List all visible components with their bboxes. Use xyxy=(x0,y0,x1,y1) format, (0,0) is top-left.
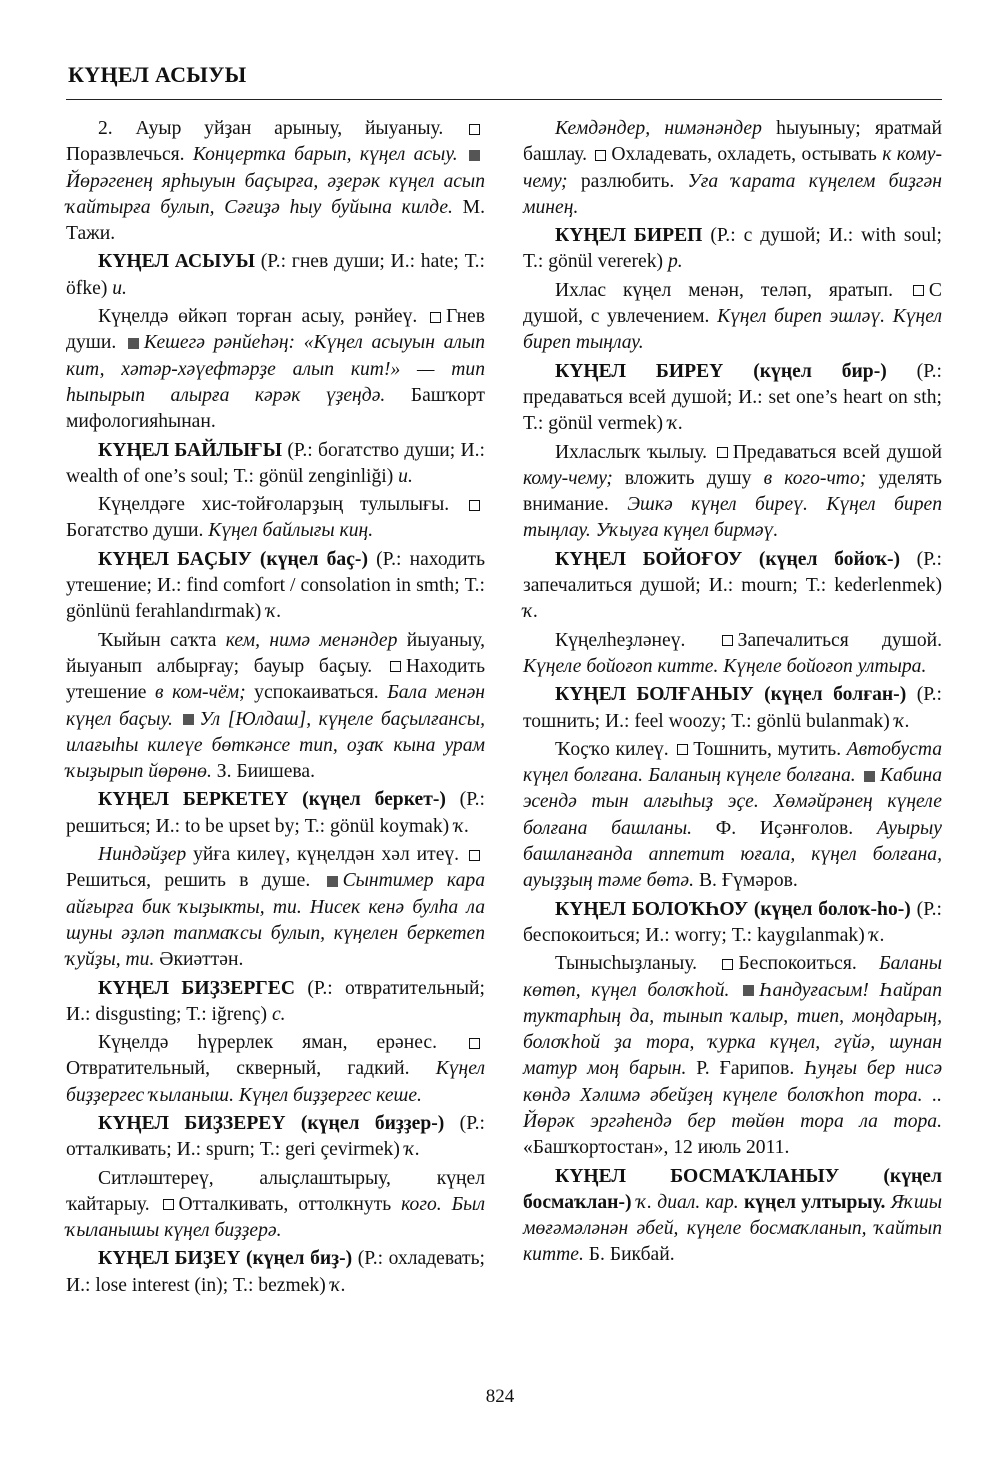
entry: КҮҢЕЛ БЕРКЕТЕҮ (күңел беркет-) (Р.: решиться; И.: to be upset by; Т.: gönül koymak) ҡ. xyxy=(66,789,485,837)
headword: КҮҢЕЛ БОЙОҒОУ (күңел бойоҡ-) xyxy=(555,548,900,570)
russian-square-icon xyxy=(722,635,733,646)
headword: КҮҢЕЛ БАҪЫУ (күңел баҫ-) xyxy=(98,548,368,570)
definition: Ниндәйҙер уйға килеү, күңелдән хәл итеү. Решиться, решить в душе. Сынтимер кара айғырға бик ҡыҙыкты, ти. Нисек кенә булһа ла шуны әҙләп тапмаҡсы булып, күңелен беркетеп ҡуйҙы, ти. Әкиәттән. xyxy=(66,844,485,971)
definition: Кемдәндер, нимәнәндер һыуыныу; яратмай башлау. Охладевать, охладеть, остывать к кому-чему; разлюбить. Уға ҡарата күңелем биҙгән минең. xyxy=(523,118,942,218)
russian-square-icon xyxy=(913,285,924,296)
headword: КҮҢЕЛ БИҘЗЕРЕҮ (күңел биҙҙер-) xyxy=(98,1112,445,1134)
entry: КҮҢЕЛ БАЙЛЫҒЫ (Р.: богатство души; И.: wealth of one’s soul; Т.: gönül zenginliği) и. xyxy=(66,439,485,487)
headword: КҮҢЕЛ БОЛҒАНЫУ (күңел болған-) xyxy=(555,684,907,706)
definition: Ихлас күңел менән, теләп, яратып. С душой, с увлечением. Күңел биреп эшләү. Күңел биреп тыңлау. xyxy=(523,279,942,354)
russian-square-icon xyxy=(717,447,728,458)
headword: КҮҢЕЛ БИҘЗЕРГЕС xyxy=(98,977,295,999)
citation-square-icon xyxy=(128,338,139,349)
headword: КҮҢЕЛ БИРЕҮ (күңел бир-) xyxy=(555,360,887,382)
definition: Ихласлыҡ ҡылыу. Предаваться всей душой кому-чему; вложить душу в кого-что; уделять внимание. Эшкә күңел биреү. Күңел биреп тыңлау. Уҡыуға күңел бирмәү. xyxy=(523,441,942,542)
headword: КҮҢЕЛ БОСМАҠЛАНЫУ (күңел босмаҡлан-) xyxy=(523,1165,942,1213)
citation-square-icon xyxy=(469,150,480,161)
entry: КҮҢЕЛ БИҘЗЕРГЕС (Р.: отвратительный; И.: disgusting; Т.: iğrenç) с. xyxy=(66,977,485,1025)
columns xyxy=(66,116,942,1301)
page-number: 824 xyxy=(485,1386,515,1407)
entry: КҮҢЕЛ БАҪЫУ (күңел баҫ-) (Р.: находить утешение; И.: find comfort / consolation in smth; Т.: gönlünü ferahlandırmak) ҡ. xyxy=(66,548,486,623)
cross-reference: күңел ултырыу. xyxy=(743,1191,886,1213)
russian-square-icon xyxy=(163,1199,174,1210)
headword: КҮҢЕЛ БЕРКЕТЕҮ (күңел беркет-) xyxy=(98,789,446,811)
russian-square-icon xyxy=(677,744,688,755)
definition: Күңелдә һүрерлек яман, ерәнес. Отвратительный, скверный, гадкий. Күңел биҙҙергес ҡыланыш. Күңел биҙҙергес кеше. xyxy=(66,1032,485,1106)
entry: КҮҢЕЛ БОЛОҠҺОУ (күңел болоҡ-ho-) (Р.: беспокоиться; И.: worry; Т.: kaygılanmak) ҡ. xyxy=(523,898,942,946)
entry: КҮҢЕЛ БИРЕП (Р.: с душой; И.: with soul; Т.: gönül vererek) р. xyxy=(523,225,942,273)
definition: Күңелдә өйкәп торған асыу, рәнйеү. Гнев души. Кешегә рәнйеһәң: «Күңел асыуын алып кит, хәтәр-хәүефтәрҙе алып кит!» — тип һыпырып алырға кәрәк үҙеңдә. Башҡорт мифологияһынан. xyxy=(66,306,485,433)
russian-square-icon xyxy=(469,1038,480,1049)
left-column xyxy=(66,116,485,1301)
running-head: КҮҢЕЛ АСЫУЫ xyxy=(68,62,247,87)
right-column xyxy=(523,116,942,1301)
russian-square-icon xyxy=(722,959,733,970)
definition: Тынысһыҙланыу. Беспокоиться. Баланы көтөп, күңел болоҡһой. Һандуғасым! Һайрап туктарһың да, тынып ҡалыр, тиеп, моңдарың, болоҡһой ҙа тора, ҡурка күңел, гүйә, шунан матур моң барын. Р. Ғарипов. Һуңғы бер нисә көндә Хәлимә әбейҙең күңеле болоҡһоп тора. .. Йөрәк эргәһендә бер төйөн тора ла тора. «Башҡортостан», 12 июль 2011. xyxy=(523,953,943,1159)
russian-square-icon xyxy=(469,124,480,135)
citation-square-icon xyxy=(864,771,875,782)
definition: Күңелдәге хис-тойғоларҙың тулылығы. Богатство души. Күңел байлығы киң. xyxy=(66,492,485,545)
headword: КҮҢЕЛ АСЫУЫ xyxy=(98,251,255,273)
citation-square-icon xyxy=(743,985,754,996)
entry: КҮҢЕЛ БОСМАҠЛАНЫУ (күңел босмаҡлан-) ҡ. диал. кар. күңел ултырыу. Яҡшы мөғәмәләнән әбей, күңеле босмаҡланып, ҡайтып китте. Б. Бикбай. xyxy=(523,1165,942,1266)
entry: КҮҢЕЛ БИҘЕҮ (күңел биҙ-) (Р.: охладевать; И.: lose interest (in); Т.: bezmek) ҡ. xyxy=(66,1248,486,1296)
entry: КҮҢЕЛ БОЛҒАНЫУ (күңел болған-) (Р.: тошнить; И.: feel woozy; Т.: gönlü bulanmak) ҡ. xyxy=(523,684,943,732)
definition: Ситләштереү, алыҫлаштырыу, күңел ҡайтарыу. Отталкивать, оттолкнуть кого. Был ҡыланышы күңел биҙҙерә. xyxy=(66,1167,485,1242)
headword: КҮҢЕЛ БИҘЕҮ (күңел биҙ-) xyxy=(98,1248,353,1270)
entry: КҮҢЕЛ БОЙОҒОУ (күңел бойоҡ-) (Р.: запечалиться душой; И.: mourn; Т.: kederlenmek) ҡ. xyxy=(523,548,942,623)
definition: Күңелһеҙләнеү. Запечалиться душой. Күңеле бойоғоп китте. Күңеле бойоғоп ултыра. xyxy=(523,629,942,677)
definition: Ҡыйын саҡта кем, нимә менәндер йыуаныу, йыуанып албырғау; бауыр баҫыу. Находить утешение в ком-чём; успокаиваться. Бала менән күңел баҫыу. Ул [Юлдаш], күңеле баҫылғансы, илағыһы килеүе бөткәнсе тип, оҙаҡ кына урам ҡыҙырып йөрөнө. З. Биишева. xyxy=(66,629,486,783)
citation-square-icon xyxy=(327,876,338,887)
entry: КҮҢЕЛ БИРЕҮ (күңел бир-) (Р.: предаваться всей душой; И.: set one’s heart on sth; Т.: gönül vermek) ҡ. xyxy=(523,360,942,435)
russian-square-icon xyxy=(469,500,480,511)
entry: КҮҢЕЛ АСЫУЫ (Р.: гнев души; И.: hate; Т.: öfke) и. xyxy=(66,251,485,299)
russian-square-icon xyxy=(390,661,401,672)
russian-square-icon xyxy=(595,150,606,161)
entry-sense: 2. Ауыр уйҙан арыныу, йыуаныу. Поразвлечься. Концертка барып, күңел асыу. Йөрәгенең ярһыуын баҫырға, әҙерәк күңел асып ҡайтырға булып, Сәғиҙә һыу буйына килде. М. Тажи. xyxy=(66,118,485,245)
headword: КҮҢЕЛ БАЙЛЫҒЫ xyxy=(98,439,282,461)
citation-square-icon xyxy=(183,714,194,725)
entry: КҮҢЕЛ БИҘЗЕРЕҮ (күңел биҙҙер-) (Р.: отталкивать; И.: spurn; Т.: geri çevirmek) ҡ. xyxy=(66,1112,485,1161)
header-rule xyxy=(66,99,942,100)
headword: КҮҢЕЛ БОЛОҠҺОУ (күңел болоҡ-ho-) xyxy=(555,898,911,920)
russian-square-icon xyxy=(430,312,441,323)
headword: КҮҢЕЛ БИРЕП xyxy=(555,225,703,247)
definition: Ҡоҫҡо килеү. Тошнить, мутить. Автобуста күңел болғана. Баланың күңеле болғана. Кабина эсендә тын алғыһыҙ эҫе. Хөмәйрәнең күңеле болғана башланы. Ф. Иҫәнғолов. Ауырыу башланғанда аппетит юғала, күңел болғана, ауыҙҙың тәме бөтә. В. Ғүмәров. xyxy=(523,738,943,892)
russian-square-icon xyxy=(469,850,480,861)
